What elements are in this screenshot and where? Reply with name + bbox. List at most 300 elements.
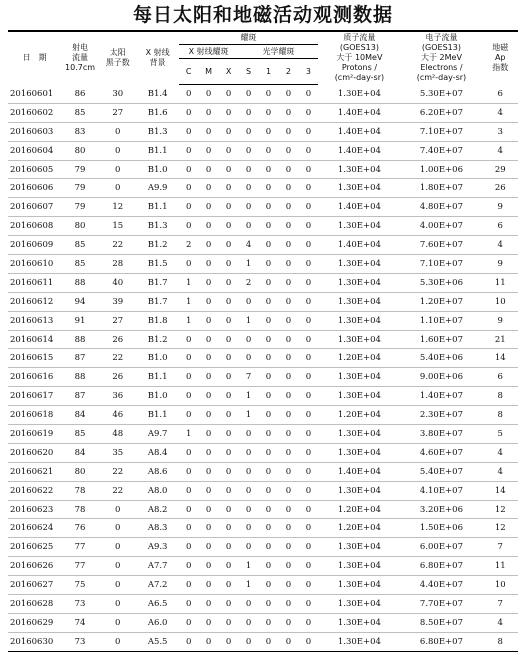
table-cell: 0 xyxy=(199,273,219,292)
solar-activity-table xyxy=(8,30,518,652)
table-cell: 0 xyxy=(179,141,199,160)
table-cell: 1.30E+04 xyxy=(318,273,400,292)
header-flare-3: 3 xyxy=(298,59,318,85)
header-radio-flux-line: 流量 xyxy=(72,53,89,63)
table-cell: 1 xyxy=(239,406,259,425)
table-cell: 1.20E+04 xyxy=(318,349,400,368)
table-cell: 0 xyxy=(179,103,199,122)
table-cell: 4.80E+07 xyxy=(400,198,482,217)
table-cell: 0 xyxy=(278,349,298,368)
table-cell: A8.4 xyxy=(137,443,179,462)
table-cell: 1.20E+04 xyxy=(318,406,400,425)
table-cell: 0 xyxy=(259,179,279,198)
header-flare-m: M xyxy=(199,59,219,85)
table-cell: 40 xyxy=(99,273,137,292)
table-cell: B1.1 xyxy=(137,141,179,160)
table-cell: 2 xyxy=(179,236,199,255)
table-cell: 1.30E+04 xyxy=(318,557,400,576)
table-cell: 0 xyxy=(278,519,298,538)
table-cell: 0 xyxy=(298,160,318,179)
table-cell: 0 xyxy=(259,198,279,217)
header-electron-line: (GOES13) xyxy=(421,43,461,53)
table-cell: 0 xyxy=(219,103,239,122)
table-cell: 0 xyxy=(179,595,199,614)
header-xray-background xyxy=(137,31,179,85)
table-cell: 1.30E+04 xyxy=(318,85,400,104)
table-cell: 11 xyxy=(482,557,518,576)
table-cell: 30 xyxy=(99,85,137,104)
table-cell: 4.10E+07 xyxy=(400,481,482,500)
table-cell: 0 xyxy=(219,255,239,274)
table-cell: 5.30E+07 xyxy=(400,85,482,104)
table-cell: 0 xyxy=(199,613,219,632)
table-cell: 1 xyxy=(239,387,259,406)
table-cell: 20160622 xyxy=(8,481,61,500)
table-cell: 1 xyxy=(239,311,259,330)
header-proton-line: (GOES13) xyxy=(339,43,379,53)
table-cell: 0 xyxy=(259,500,279,519)
table-cell: 0 xyxy=(298,462,318,481)
table-cell: 0 xyxy=(99,519,137,538)
header-electron-line: Electrons / xyxy=(420,63,463,73)
table-cell: 73 xyxy=(61,632,99,651)
table-cell: 46 xyxy=(99,406,137,425)
table-cell: 2 xyxy=(239,273,259,292)
table-cell: 14 xyxy=(482,481,518,500)
table-cell: A7.2 xyxy=(137,576,179,595)
table-cell: 20160626 xyxy=(8,557,61,576)
table-cell: 4.60E+07 xyxy=(400,443,482,462)
table-cell: B1.4 xyxy=(137,85,179,104)
table-cell: 0 xyxy=(179,632,199,651)
table-cell: 78 xyxy=(61,500,99,519)
table-row xyxy=(8,406,518,425)
table-cell: 0 xyxy=(259,311,279,330)
table-cell: 1.30E+04 xyxy=(318,368,400,387)
table-cell: 1.30E+04 xyxy=(318,613,400,632)
table-cell: 0 xyxy=(199,462,219,481)
table-cell: 80 xyxy=(61,462,99,481)
table-cell: 0 xyxy=(179,198,199,217)
table-row xyxy=(8,311,518,330)
table-cell: 0 xyxy=(219,179,239,198)
table-cell: 7.10E+07 xyxy=(400,255,482,274)
table-cell: A8.0 xyxy=(137,481,179,500)
table-cell: 0 xyxy=(219,481,239,500)
table-cell: 88 xyxy=(61,330,99,349)
table-cell: 8 xyxy=(482,406,518,425)
table-cell: 0 xyxy=(259,481,279,500)
table-cell: 1.30E+04 xyxy=(318,538,400,557)
table-cell: 0 xyxy=(298,330,318,349)
header-proton-line: Protons / xyxy=(341,63,378,73)
table-cell: 0 xyxy=(298,179,318,198)
table-cell: 22 xyxy=(99,481,137,500)
table-cell: 0 xyxy=(278,613,298,632)
table-cell: 0 xyxy=(259,576,279,595)
table-cell: A9.7 xyxy=(137,425,179,444)
table-cell: 0 xyxy=(99,500,137,519)
table-cell: 0 xyxy=(179,179,199,198)
table-cell: B1.6 xyxy=(137,103,179,122)
table-cell: 0 xyxy=(278,443,298,462)
table-cell: 0 xyxy=(199,103,219,122)
table-cell: 20160617 xyxy=(8,387,61,406)
table-cell: 79 xyxy=(61,160,99,179)
table-cell: 8.50E+07 xyxy=(400,613,482,632)
table-cell: 0 xyxy=(179,255,199,274)
table-cell: 77 xyxy=(61,538,99,557)
table-cell: 0 xyxy=(199,595,219,614)
table-row xyxy=(8,538,518,557)
table-cell: 1.40E+04 xyxy=(318,122,400,141)
table-cell: 91 xyxy=(61,311,99,330)
table-cell: 0 xyxy=(199,481,219,500)
table-cell: 27 xyxy=(99,103,137,122)
table-row xyxy=(8,85,518,104)
table-cell: B1.0 xyxy=(137,160,179,179)
table-cell: 0 xyxy=(199,160,219,179)
table-cell: 76 xyxy=(61,519,99,538)
table-cell: 0 xyxy=(179,443,199,462)
table-cell: 0 xyxy=(298,292,318,311)
table-cell: 0 xyxy=(239,632,259,651)
table-cell: 1.40E+04 xyxy=(318,103,400,122)
header-ap-index xyxy=(482,31,518,85)
table-cell: B1.3 xyxy=(137,122,179,141)
table-cell: 0 xyxy=(179,330,199,349)
table-cell: 0 xyxy=(199,519,219,538)
header-date: 日 期 xyxy=(8,31,61,85)
table-cell: 0 xyxy=(298,595,318,614)
table-cell: 0 xyxy=(259,538,279,557)
table-cell: B1.1 xyxy=(137,368,179,387)
table-cell: 0 xyxy=(298,349,318,368)
header-radio-flux xyxy=(61,31,99,85)
table-cell: 5.30E+06 xyxy=(400,273,482,292)
table-row xyxy=(8,462,518,481)
table-cell: 20160607 xyxy=(8,198,61,217)
table-cell: 0 xyxy=(239,141,259,160)
table-cell: 0 xyxy=(278,255,298,274)
table-cell: 0 xyxy=(298,85,318,104)
table-cell: 0 xyxy=(179,576,199,595)
table-cell: 12 xyxy=(482,519,518,538)
table-cell: 0 xyxy=(179,349,199,368)
header-proton-flux xyxy=(318,31,400,85)
table-cell: 80 xyxy=(61,217,99,236)
table-cell: 1 xyxy=(179,273,199,292)
table-row xyxy=(8,387,518,406)
table-row xyxy=(8,141,518,160)
table-cell: 0 xyxy=(278,481,298,500)
table-cell: 0 xyxy=(179,557,199,576)
table-cell: 0 xyxy=(199,292,219,311)
table-cell: 74 xyxy=(61,613,99,632)
table-cell: 0 xyxy=(219,632,239,651)
table-cell: 0 xyxy=(259,141,279,160)
table-cell: 0 xyxy=(239,103,259,122)
table-cell: 0 xyxy=(219,236,239,255)
table-cell: 0 xyxy=(298,273,318,292)
table-cell: 20160603 xyxy=(8,122,61,141)
table-cell: 0 xyxy=(179,122,199,141)
table-cell: 0 xyxy=(199,141,219,160)
table-cell: 20160630 xyxy=(8,632,61,651)
table-cell: 9.00E+06 xyxy=(400,368,482,387)
table-body xyxy=(8,85,518,652)
table-cell: 0 xyxy=(219,519,239,538)
table-cell: 22 xyxy=(99,462,137,481)
table-cell: 20160618 xyxy=(8,406,61,425)
table-cell: 1.20E+07 xyxy=(400,292,482,311)
table-cell: 3 xyxy=(482,122,518,141)
table-cell: 0 xyxy=(259,292,279,311)
table-cell: 20160621 xyxy=(8,462,61,481)
table-cell: 10 xyxy=(482,292,518,311)
table-cell: 4 xyxy=(482,141,518,160)
table-cell: 0 xyxy=(99,122,137,141)
table-row xyxy=(8,198,518,217)
table-cell: 0 xyxy=(278,122,298,141)
table-cell: 15 xyxy=(99,217,137,236)
table-row xyxy=(8,273,518,292)
table-cell: 0 xyxy=(239,425,259,444)
table-cell: 0 xyxy=(278,425,298,444)
table-cell: 26 xyxy=(99,330,137,349)
table-cell: 0 xyxy=(99,613,137,632)
table-cell: 1.30E+04 xyxy=(318,160,400,179)
table-cell: 79 xyxy=(61,198,99,217)
table-cell: 12 xyxy=(99,198,137,217)
table-cell: 0 xyxy=(99,576,137,595)
table-cell: 0 xyxy=(278,632,298,651)
table-cell: 1.80E+07 xyxy=(400,179,482,198)
table-row xyxy=(8,292,518,311)
document-page xyxy=(8,0,518,652)
table-cell: 1.40E+04 xyxy=(318,141,400,160)
table-cell: A8.2 xyxy=(137,500,179,519)
table-cell: 7 xyxy=(482,538,518,557)
table-cell: 75 xyxy=(61,576,99,595)
table-cell: 0 xyxy=(298,406,318,425)
table-cell: 1.30E+04 xyxy=(318,425,400,444)
table-cell: 2.30E+07 xyxy=(400,406,482,425)
table-row xyxy=(8,500,518,519)
header-electron-line: 大于 2MeV xyxy=(420,53,462,63)
table-cell: 3.20E+06 xyxy=(400,500,482,519)
table-cell: 20160623 xyxy=(8,500,61,519)
table-cell: 0 xyxy=(239,217,259,236)
table-cell: 0 xyxy=(298,103,318,122)
table-cell: 7.40E+07 xyxy=(400,141,482,160)
table-cell: 0 xyxy=(219,595,239,614)
table-cell: 1 xyxy=(239,255,259,274)
table-cell: 0 xyxy=(278,368,298,387)
table-cell: 0 xyxy=(278,576,298,595)
table-cell: 85 xyxy=(61,425,99,444)
table-cell: 88 xyxy=(61,368,99,387)
table-row xyxy=(8,236,518,255)
table-row xyxy=(8,349,518,368)
table-cell: 8 xyxy=(482,387,518,406)
table-cell: 0 xyxy=(298,311,318,330)
table-cell: 0 xyxy=(239,538,259,557)
table-cell: 0 xyxy=(99,557,137,576)
table-cell: 0 xyxy=(278,217,298,236)
table-cell: B1.3 xyxy=(137,217,179,236)
table-cell: 0 xyxy=(219,443,239,462)
table-cell: 0 xyxy=(298,217,318,236)
table-cell: 0 xyxy=(199,443,219,462)
table-cell: 0 xyxy=(259,443,279,462)
table-cell: 0 xyxy=(259,103,279,122)
table-cell: 1.30E+04 xyxy=(318,179,400,198)
table-cell: 0 xyxy=(219,406,239,425)
table-cell: 0 xyxy=(219,198,239,217)
table-cell: 0 xyxy=(298,500,318,519)
table-cell: 0 xyxy=(179,368,199,387)
header-flare-x: X xyxy=(219,59,239,85)
table-cell: 0 xyxy=(199,311,219,330)
header-ap-line: 指数 xyxy=(492,63,509,73)
table-cell: 0 xyxy=(219,85,239,104)
table-cell: 0 xyxy=(199,179,219,198)
table-cell: 0 xyxy=(239,85,259,104)
table-cell: 85 xyxy=(61,255,99,274)
table-cell: 20160611 xyxy=(8,273,61,292)
table-cell: 7.10E+07 xyxy=(400,122,482,141)
table-cell: 0 xyxy=(278,557,298,576)
table-row xyxy=(8,160,518,179)
header-proton-line: (cm²-day-sr) xyxy=(334,73,385,83)
table-cell: 0 xyxy=(239,481,259,500)
table-cell: 0 xyxy=(179,462,199,481)
table-cell: 1.30E+04 xyxy=(318,330,400,349)
table-cell: 4.40E+07 xyxy=(400,576,482,595)
table-cell: 7 xyxy=(239,368,259,387)
table-cell: 1.40E+04 xyxy=(318,236,400,255)
table-cell: 1.30E+04 xyxy=(318,595,400,614)
table-cell: 5.40E+07 xyxy=(400,462,482,481)
table-cell: 10 xyxy=(482,576,518,595)
header-flare-2: 2 xyxy=(278,59,298,85)
table-cell: 0 xyxy=(179,500,199,519)
table-cell: 1.40E+04 xyxy=(318,462,400,481)
header-proton-line: 质子流量 xyxy=(343,33,376,43)
header-flare-c: C xyxy=(179,59,199,85)
table-cell: 0 xyxy=(219,349,239,368)
table-cell: 39 xyxy=(99,292,137,311)
table-cell: 0 xyxy=(179,481,199,500)
table-cell: B1.2 xyxy=(137,236,179,255)
table-cell: 0 xyxy=(278,330,298,349)
table-cell: A5.5 xyxy=(137,632,179,651)
table-cell: 0 xyxy=(278,198,298,217)
table-cell: 0 xyxy=(199,632,219,651)
table-cell: 0 xyxy=(278,387,298,406)
table-cell: 0 xyxy=(199,538,219,557)
table-cell: 6 xyxy=(482,85,518,104)
table-cell: 9 xyxy=(482,311,518,330)
table-cell: 0 xyxy=(298,198,318,217)
table-cell: 0 xyxy=(219,311,239,330)
table-cell: 20160608 xyxy=(8,217,61,236)
table-cell: 1.30E+04 xyxy=(318,387,400,406)
table-cell: 6.00E+07 xyxy=(400,538,482,557)
table-cell: 0 xyxy=(179,160,199,179)
table-cell: 20160629 xyxy=(8,613,61,632)
table-cell: 84 xyxy=(61,443,99,462)
table-cell: 1.00E+06 xyxy=(400,160,482,179)
header-xray-background-line: X 射线 xyxy=(145,48,170,58)
table-cell: 0 xyxy=(99,538,137,557)
table-cell: 0 xyxy=(219,613,239,632)
table-row xyxy=(8,330,518,349)
header-ap-line: 地磁 xyxy=(492,43,509,53)
table-cell: 79 xyxy=(61,179,99,198)
table-cell: 4.00E+07 xyxy=(400,217,482,236)
table-cell: 0 xyxy=(259,330,279,349)
header-sunspot-line: 黑子数 xyxy=(105,58,130,68)
table-cell: 0 xyxy=(199,349,219,368)
table-cell: 22 xyxy=(99,349,137,368)
table-cell: 0 xyxy=(298,557,318,576)
table-cell: 0 xyxy=(278,500,298,519)
header-xray-flares: X 射线耀斑 xyxy=(179,45,239,59)
table-cell: 0 xyxy=(239,349,259,368)
table-cell: 0 xyxy=(199,122,219,141)
table-cell: 0 xyxy=(219,462,239,481)
table-cell: 0 xyxy=(298,368,318,387)
table-cell: 1.50E+06 xyxy=(400,519,482,538)
table-cell: 29 xyxy=(482,160,518,179)
table-cell: 0 xyxy=(239,613,259,632)
table-cell: 9 xyxy=(482,255,518,274)
table-cell: 0 xyxy=(259,349,279,368)
header-flare-1: 1 xyxy=(259,59,279,85)
table-cell: 0 xyxy=(179,519,199,538)
table-cell: 0 xyxy=(298,141,318,160)
header-optical-flares: 光学耀斑 xyxy=(239,45,319,59)
table-row xyxy=(8,519,518,538)
table-cell: 78 xyxy=(61,481,99,500)
table-cell: 1.40E+07 xyxy=(400,387,482,406)
table-cell: 0 xyxy=(278,85,298,104)
table-cell: B1.0 xyxy=(137,349,179,368)
table-cell: 0 xyxy=(219,538,239,557)
table-cell: B1.0 xyxy=(137,387,179,406)
table-cell: 6.80E+07 xyxy=(400,557,482,576)
table-cell: 20160613 xyxy=(8,311,61,330)
table-cell: 0 xyxy=(239,330,259,349)
table-cell: 0 xyxy=(99,179,137,198)
table-cell: 0 xyxy=(99,632,137,651)
table-cell: 0 xyxy=(259,236,279,255)
table-cell: 0 xyxy=(219,160,239,179)
table-cell: 20160602 xyxy=(8,103,61,122)
table-cell: 88 xyxy=(61,273,99,292)
table-cell: 1.30E+04 xyxy=(318,481,400,500)
table-cell: 0 xyxy=(259,632,279,651)
table-cell: 0 xyxy=(179,406,199,425)
table-row xyxy=(8,217,518,236)
table-cell: 22 xyxy=(99,236,137,255)
table-cell: 0 xyxy=(199,217,219,236)
table-cell: 0 xyxy=(259,387,279,406)
table-cell: 0 xyxy=(239,595,259,614)
table-cell: 0 xyxy=(298,387,318,406)
